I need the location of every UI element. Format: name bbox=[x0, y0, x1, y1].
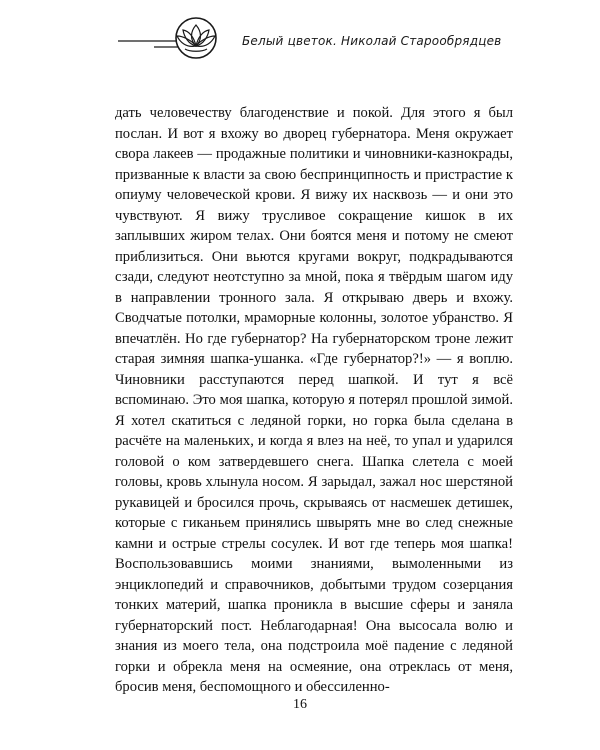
running-title: Белый цветок. Николай Старообрядцев bbox=[242, 34, 502, 48]
body-paragraph: дать человечеству благоденствие и покой. Для этого я был послан. И вот я вхожу во дворец губернатора. Меня окружает свора лакеев — продажные политики и чиновники-казнокрады, призванные к власти за свою беспринципность и пристрастие к опиуму человеческой крови. Я вижу их насквозь — и они это чувствуют. Я вижу трусливое сокращение кишок в их заплывших жиром телах. Они боятся меня и потому не смеют приблизиться. Они вьются кругами вокруг, подкрадываются сзади, следуют неотступно за мной, пока я твёрдым шагом иду в направлении тронного зала. Я открываю дверь и вхожу. Сводчатые потолки, мраморные колонны, золотое убранство. Я впечатлён. Но где губернатор? На губернаторском троне лежит старая зимняя шапка-ушанка. «Где губернатор?!» — я воплю. Чиновники расступаются перед шапкой. И тут я всё вспоминаю. Это моя шапка, которую я потерял прошлой зимой. Я хотел скатиться с ледяной горки, но горка была сделана в расчёте на маленьких, и когда я влез на неё, то упал и ударился головой о ком затвердевшего снега. Шапка слетела с моей головы, кровь хлынула носом. Я зарыдал, зажал нос шерстяной рукавицей и бросился прочь, скрываясь от насмешек детишек, которые с гиканьем принялись швырять мне во след снежные камни и острые стрелы сосулек. И вот где теперь моя шапка! Воспользовавшись моими знаниями, вымоленными из энциклопедий и справочников, добытыми трудом созерцания тонких материй, шапка проникла в высшие сферы и заняла губернаторский пост. Неблагодарная! Она высосала волю и знания из моего тела, она подстроила моё падение с ледяной горки и обрекла меня на осмеяние, она отреклась от меня, бросив меня, беспомощного и обессиленно- bbox=[115, 105, 513, 695]
page-body bbox=[115, 103, 513, 698]
running-header bbox=[0, 0, 600, 80]
page-number: 16 bbox=[293, 697, 307, 712]
